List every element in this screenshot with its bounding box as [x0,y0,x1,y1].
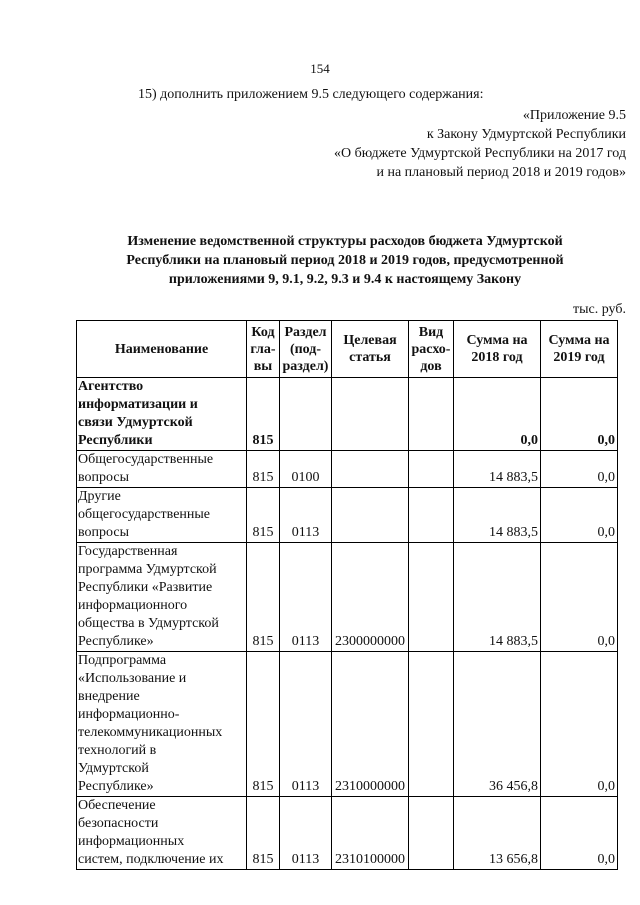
name-cell [77,488,247,543]
table-row [77,797,618,870]
header-line: 2018 год [471,350,523,365]
code-cell: 815 [247,652,280,797]
section-cell: 0113 [280,797,332,870]
amendment-intro: 15) дополнить приложением 9.5 следующего содержания: [138,87,484,102]
name-line: вопросы [78,470,129,485]
section-cell [280,378,332,451]
header-line: вы [253,358,273,374]
name-line: Агентство [78,379,144,394]
table-row [77,451,618,488]
header-line: Сумма на [548,333,610,348]
appendix-header [334,106,626,182]
table-row [77,543,618,652]
name-line: технологий в [78,743,157,758]
name-line: общества в Удмуртской [78,616,219,631]
units-label: тыс. руб. [573,302,626,317]
name-line: информатизации и [78,397,198,412]
section-cell: 0113 [280,652,332,797]
header-line: Код [251,324,275,340]
name-line: «Использование и [78,671,187,686]
header-line: Вид [418,324,444,340]
code-cell: 815 [247,488,280,543]
header-line: 2019 год [553,350,605,365]
sum-2019-cell: 0,0 [541,451,618,488]
header-line: статья [349,350,391,365]
target-cell [332,451,409,488]
name-cell [77,652,247,797]
heading-line: Республики на плановый период 2018 и 2019 годов, предусмотренной [126,253,564,268]
header-line: Наименование [114,341,209,357]
heading-line: приложениями 9, 9.1, 9.2, 9.3 и 9.4 к настоящему Закону [168,272,522,287]
col-section-header [280,321,332,378]
sum-2019-cell: 0,0 [541,797,618,870]
code-cell: 815 [247,451,280,488]
name-line: Республике» [78,634,154,649]
type-cell [409,543,454,652]
type-cell [409,378,454,451]
type-cell [409,797,454,870]
type-cell [409,488,454,543]
name-line: Другие [78,489,121,504]
col-type-header [409,321,454,378]
name-line: общегосударственные [78,507,211,522]
sum-2019-cell: 0,0 [541,652,618,797]
name-line: Обеспечение [78,798,156,813]
sum-2019-cell: 0,0 [541,378,618,451]
sum-2018-cell: 14 883,5 [454,543,541,652]
section-cell: 0113 [280,488,332,543]
table-row [77,378,618,451]
table-row [77,652,618,797]
header-line: гла- [250,341,276,357]
sum-2018-cell: 13 656,8 [454,797,541,870]
document-heading [80,232,610,289]
name-line: Республики «Развитие [78,580,213,595]
code-cell: 815 [247,378,280,451]
appendix-header-line: к Закону Удмуртской Республики [426,127,626,142]
sum-2019-cell: 0,0 [541,543,618,652]
section-cell: 0100 [280,451,332,488]
name-line: Государственная [78,544,178,559]
name-line: связи Удмуртской [78,415,193,430]
budget-table [76,320,618,870]
col-sum-2019-header [541,321,618,378]
name-line: Республике» [78,779,154,794]
page-number: 154 [310,61,330,76]
sum-2019-cell: 0,0 [541,488,618,543]
name-line: телекоммуникационных [78,725,223,740]
table-row [77,488,618,543]
target-cell [332,378,409,451]
name-line: Подпрограмма [78,653,167,668]
header-line: (под- [289,341,322,357]
code-cell: 815 [247,543,280,652]
col-target-header [332,321,409,378]
target-cell: 2300000000 [332,543,409,652]
header-line: расхо- [411,341,451,357]
name-line: внедрение [78,689,140,704]
code-cell: 815 [247,797,280,870]
name-line: Удмуртской [78,761,149,776]
col-name-header [77,321,247,378]
col-code-header [247,321,280,378]
table-header-row [77,321,618,378]
section-cell: 0113 [280,543,332,652]
name-line: программа Удмуртской [78,562,217,577]
name-line: Общегосударственные [78,452,214,467]
heading-line: Изменение ведомственной структуры расходов бюджета Удмуртской [127,234,563,249]
name-cell [77,451,247,488]
header-line: раздел) [282,358,329,374]
header-line: Целевая [343,333,397,348]
type-cell [409,652,454,797]
name-line: информационных [78,834,185,849]
appendix-header-line: и на плановый период 2018 и 2019 годов» [376,165,626,180]
table-body [77,378,618,870]
type-cell [409,451,454,488]
sum-2018-cell: 36 456,8 [454,652,541,797]
target-cell: 2310000000 [332,652,409,797]
target-cell: 2310100000 [332,797,409,870]
name-line: Республики [78,433,153,448]
col-sum-2018-header [454,321,541,378]
header-line: Сумма на [466,333,528,348]
name-cell [77,543,247,652]
name-line: информационного [78,598,188,613]
name-cell [77,797,247,870]
sum-2018-cell: 14 883,5 [454,451,541,488]
target-cell [332,488,409,543]
name-line: систем, подключение их [78,852,224,867]
sum-2018-cell: 14 883,5 [454,488,541,543]
name-line: вопросы [78,525,129,540]
appendix-header-line: «Приложение 9.5 [522,108,626,123]
name-line: информационно- [78,707,180,722]
name-line: безопасности [78,816,159,831]
header-line: Раздел [284,324,327,340]
name-cell [77,378,247,451]
header-line: дов [420,358,442,374]
sum-2018-cell: 0,0 [454,378,541,451]
appendix-header-line: «О бюджете Удмуртской Республики на 2017 год [333,146,626,161]
